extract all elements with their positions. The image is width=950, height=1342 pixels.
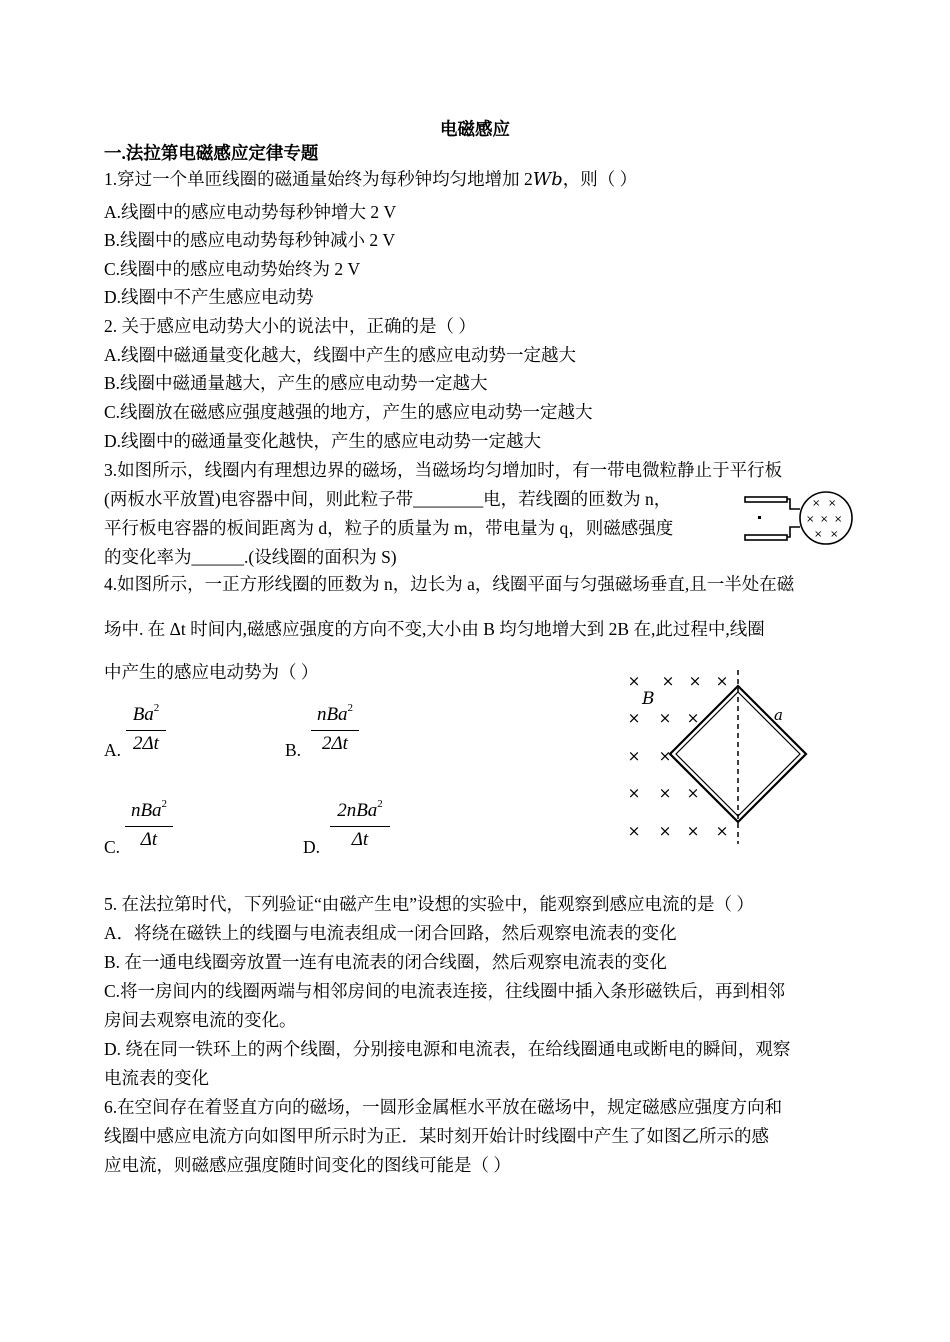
field-cross: ×: [686, 709, 700, 727]
q4-option-b-fraction: [311, 702, 359, 762]
q3-line-3: 平行板电容器的板间距离为 d，粒子的质量为 m，带电量为 q，则磁感强度: [104, 518, 674, 538]
coil-cross-6: ×: [814, 529, 823, 540]
q1-unit: Wb: [532, 169, 563, 190]
field-cross: ×: [715, 672, 729, 690]
coil-cross-4: ×: [820, 514, 829, 525]
field-cross: ×: [627, 672, 641, 690]
q6-line-2: 线圈中感应电流方向如图甲所示时为正．某时刻开始计时线圈中产生了如图乙所示的感: [104, 1126, 769, 1146]
q1-stem-tail: ，则（ ）: [562, 169, 638, 189]
q3-line-1: 3.如图所示，线圈内有理想边界的磁场，当磁场均匀增加时，有一带电微粒静止于平行板: [104, 460, 783, 480]
field-cross: ×: [688, 672, 702, 690]
q2-option-b: B.线圈中磁通量越大，产生的感应电动势一定越大: [104, 373, 488, 393]
q4-option-b-denominator: 2Δt: [322, 733, 348, 754]
q3-line-2: (两板水平放置)电容器中间，则此粒子带________电，若线圈的匝数为 n，: [104, 489, 672, 509]
field-cross: ×: [658, 747, 672, 765]
coil-cross-7: ×: [830, 529, 839, 540]
q5-option-d-2: 电流表的变化: [104, 1068, 209, 1088]
q1-stem: [104, 168, 637, 191]
q4-option-c-denominator: Δt: [140, 829, 158, 850]
q4-option-d-denominator: Δt: [351, 829, 369, 850]
field-cross: ×: [658, 709, 672, 727]
coil-cross-3: ×: [806, 514, 815, 525]
q4-line-2: 场中. 在 Δt 时间内,磁感应强度的方向不变,大小由 B 均匀地增大到 2B 在,此过程中,线圈: [104, 619, 765, 639]
q4-option-a-fraction: [126, 702, 166, 762]
field-cross: ×: [686, 822, 700, 840]
section-heading: 一.法拉第电磁感应定律专题: [104, 143, 319, 163]
q5-option-c-1: C.将一房间内的线圈两端与相邻房间的电流表连接，往线圈中插入条形磁铁后，再到相邻: [104, 981, 786, 1001]
q5-option-b: B. 在一通电线圈旁放置一连有电流表的闭合线圈，然后观察电流表的变化: [104, 952, 667, 972]
q4-option-b-label: B.: [285, 740, 302, 760]
q1-option-a: A.线圈中的感应电动势每秒钟增大 2 V: [104, 202, 397, 222]
page-title: 电磁感应: [440, 119, 510, 139]
q4-option-d-fraction: [330, 798, 390, 858]
charged-particle: [758, 516, 761, 519]
q5-option-a: A．将绕在磁铁上的线圈与电流表组成一闭合回路，然后观察电流表的变化: [104, 923, 677, 943]
side-label-a: a: [774, 706, 783, 724]
q2-option-d: D.线圈中的磁通量变化越快，产生的感应电动势一定越大: [104, 431, 542, 451]
q4-option-b-numerator: nBa: [316, 704, 348, 725]
q1-option-b: B.线圈中的感应电动势每秒钟减小 2 V: [104, 230, 396, 250]
capacitor-coil-figure: [740, 483, 855, 558]
field-cross: ×: [627, 747, 641, 765]
q4-option-c-label: C.: [104, 837, 121, 857]
q4-option-d-exponent: 2: [377, 798, 383, 810]
q4-option-c-fraction: [125, 798, 173, 858]
field-cross: ×: [658, 822, 672, 840]
q4-option-a-exponent: 2: [153, 702, 160, 714]
q1-option-d: D.线圈中不产生感应电动势: [104, 287, 314, 307]
field-cross: ×: [627, 784, 641, 802]
q5-stem: 5. 在法拉第时代，下列验证“由磁产生电”设想的实验中，能观察到感应电流的是（ ）: [104, 894, 754, 914]
field-label-b: B: [642, 689, 655, 709]
field-cross: ×: [715, 822, 729, 840]
q4-option-a-denominator: 2Δt: [133, 733, 159, 754]
field-cross: ×: [686, 784, 700, 802]
q2-option-a: A.线圈中磁通量变化越大，线圈中产生的感应电动势一定越大: [104, 345, 577, 365]
square-coil-figure: [620, 666, 815, 846]
field-cross: ×: [658, 784, 672, 802]
q5-option-d-1: D. 绕在同一铁环上的两个线圈，分别接电源和电流表，在给线圈通电或断电的瞬间，观察: [104, 1039, 791, 1059]
q5-option-c-2: 房间去观察电流的变化。: [104, 1010, 297, 1030]
q4-option-c-numerator: nBa: [130, 800, 162, 821]
q1-stem-text: 1.穿过一个单匝线圈的磁通量始终为每秒钟均匀地增加 2: [104, 169, 533, 189]
q4-option-b-exponent: 2: [347, 702, 354, 714]
q4-line-3: 中产生的感应电动势为（ ）: [104, 662, 319, 682]
q4-option-d-label: D.: [303, 837, 321, 857]
q2-stem: 2. 关于感应电动势大小的说法中，正确的是（ ）: [104, 316, 476, 336]
q4-option-a-numerator: Ba: [132, 704, 154, 725]
q4-option-d-numerator: 2nBa: [337, 800, 378, 821]
field-cross: ×: [661, 672, 675, 690]
coil-cross-2: ×: [828, 498, 837, 509]
field-cross: ×: [627, 709, 641, 727]
coil-cross-1: ×: [812, 498, 821, 509]
q6-line-3: 应电流，则磁感应强度随时间变化的图线可能是（ ）: [104, 1155, 511, 1175]
q3-line-4: 的变化率为______.(设线圈的面积为 S): [104, 547, 397, 567]
q6-line-1: 6.在空间存在着竖直方向的磁场，一圆形金属框水平放在磁场中，规定磁感应强度方向和: [104, 1097, 783, 1117]
field-cross: ×: [627, 822, 641, 840]
q2-option-c: C.线圈放在磁感应强度越强的地方，产生的感应电动势一定越大: [104, 402, 593, 422]
coil-cross-5: ×: [834, 514, 843, 525]
q4-line-1: 4.如图所示，一正方形线圈的匝数为 n，边长为 a，线圈平面与匀强磁场垂直,且一半处在磁: [104, 574, 795, 594]
q4-option-a-label: A.: [104, 740, 122, 760]
q1-option-c: C.线圈中的感应电动势始终为 2 V: [104, 259, 361, 279]
q4-option-c-exponent: 2: [161, 798, 168, 810]
